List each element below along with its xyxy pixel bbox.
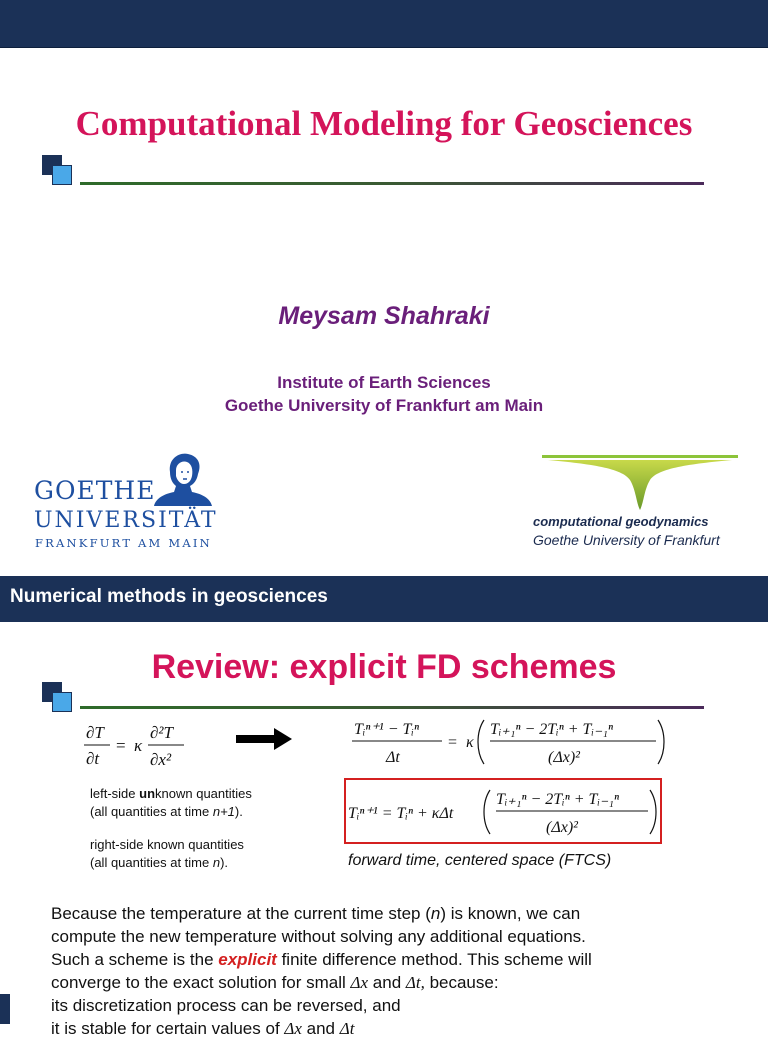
known-quantities-note: right-side known quantities (all quantities at time n). [90, 837, 244, 870]
svg-text:κ: κ [466, 734, 474, 751]
ftcs-formula-box [344, 778, 662, 844]
logo-goethe-text: GOETHE [34, 476, 156, 505]
svg-text:Tᵢ₊₁ⁿ − 2Tᵢⁿ + Tᵢ₋₁ⁿ: Tᵢ₊₁ⁿ − 2Tᵢⁿ + Tᵢ₋₁ⁿ [496, 791, 620, 808]
author-name: Meysam Shahraki [278, 302, 490, 330]
svg-text:=: = [116, 736, 126, 755]
title-divider-2 [80, 706, 704, 709]
svg-text:∂t: ∂t [86, 749, 100, 768]
bullet-square-light [52, 165, 72, 185]
ftcs-caption: forward time, centered space (FTCS) [348, 852, 612, 869]
course-title: Computational Modeling for Geosciences [75, 104, 693, 143]
svg-text:(Δx)²: (Δx)² [546, 819, 578, 836]
goethe-portrait-icon [152, 450, 214, 506]
section-header [0, 576, 768, 622]
svg-text:∂x²: ∂x² [150, 750, 172, 769]
svg-text:∂²T: ∂²T [150, 723, 173, 742]
top-banner [0, 0, 768, 48]
slide-title: Review: explicit FD schemes [151, 648, 617, 686]
svg-text:Tᵢⁿ⁺¹ − Tᵢⁿ: Tᵢⁿ⁺¹ − Tᵢⁿ [354, 721, 419, 738]
svg-text:∂T: ∂T [86, 723, 104, 742]
svg-text:Δt: Δt [386, 749, 400, 766]
bullet-square-light-2 [52, 692, 72, 712]
goethe-university-logo [34, 448, 224, 553]
geodynamics-label: computational geodynamics [533, 514, 709, 529]
section-title: Numerical methods in geosciences [10, 586, 328, 607]
ftcs-formula [346, 782, 660, 842]
logo-frankfurt-text: FRANKFURT AM MAIN [35, 536, 212, 550]
title-divider [80, 182, 704, 185]
university-name: Goethe University of Frankfurt am Main [224, 396, 544, 415]
svg-text:=: = [448, 734, 458, 751]
svg-text:(Δx)²: (Δx)² [548, 749, 580, 766]
svg-text:κ: κ [134, 736, 143, 755]
unknown-quantities-note: left-side unknown quantities (all quantities at time n+1). [90, 786, 252, 819]
geodynamics-logo-icon [540, 450, 740, 512]
svg-text:Tᵢ₊₁ⁿ − 2Tᵢⁿ + Tᵢ₋₁ⁿ: Tᵢ₊₁ⁿ − 2Tᵢⁿ + Tᵢ₋₁ⁿ [490, 721, 614, 738]
right-arrow-icon [236, 728, 292, 750]
discretized-equation [350, 712, 670, 772]
geodynamics-sublabel: Goethe University of Frankfurt [533, 532, 720, 548]
explanation-paragraph: Because the temperature at the current time step (n) is known, we can compute the new temperature without solving any additional equations. Such a scheme is the explicit finite difference method. This scheme will converge to the exact solution for small Δx and Δt, because: its discretization process can be reversed, and it is stable for certain values of Δx and Δt [51, 904, 592, 1038]
page-edge-marker [0, 994, 10, 1024]
logo-universitaet-text: UNIVERSITÄT [34, 508, 218, 533]
heat-equation [80, 718, 190, 774]
institute-name: Institute of Earth Sciences [277, 373, 491, 392]
svg-text:Tᵢⁿ⁺¹ = Tᵢⁿ + κΔt: Tᵢⁿ⁺¹ = Tᵢⁿ + κΔt [348, 805, 454, 822]
